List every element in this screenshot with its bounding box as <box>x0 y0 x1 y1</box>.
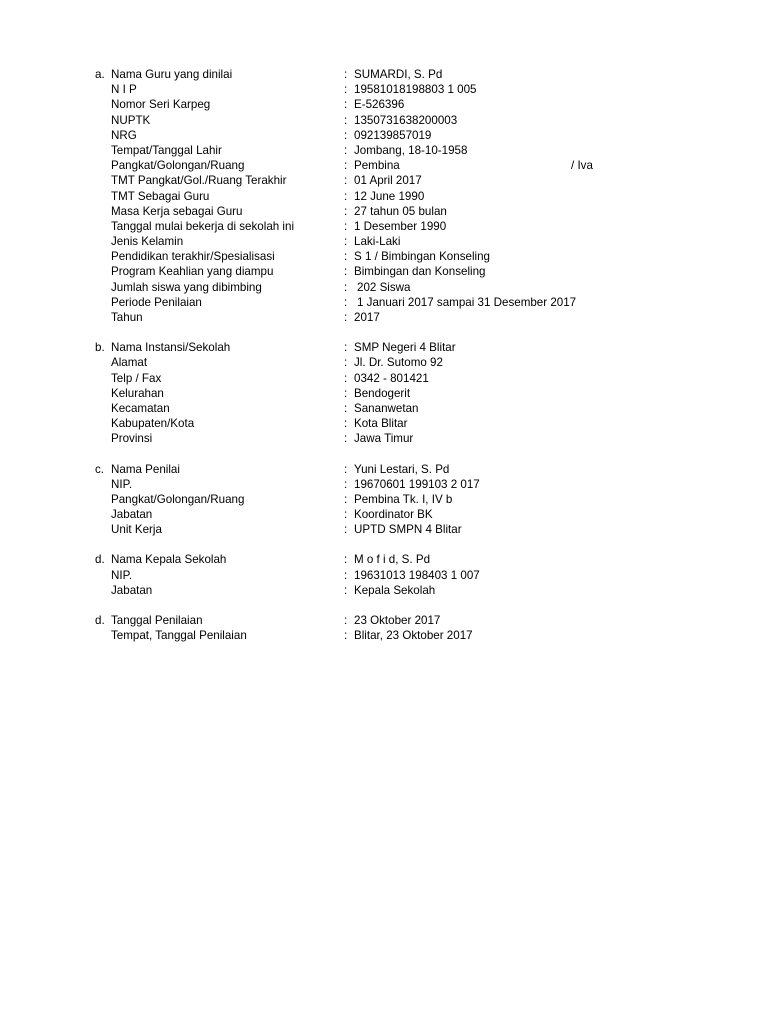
colon: : <box>344 417 348 431</box>
form-row <box>0 613 768 628</box>
field-label: Periode Penilaian <box>111 295 202 309</box>
field-value: Sananwetan <box>354 401 419 415</box>
colon: : <box>344 583 348 597</box>
form-row <box>0 310 768 325</box>
field-label: Tahun <box>111 311 143 324</box>
section-school <box>0 340 768 446</box>
field-label: N I P <box>111 83 137 97</box>
colon: : <box>344 250 348 264</box>
field-label: Nama Guru yang dinilai <box>111 68 233 81</box>
field-label: Tempat/Tanggal Lahir <box>111 143 222 157</box>
colon: : <box>344 189 348 203</box>
form-row <box>0 189 768 204</box>
colon: : <box>344 614 348 627</box>
form-row <box>0 568 768 583</box>
field-value: Pembina <box>354 159 400 173</box>
colon: : <box>344 401 348 415</box>
colon: : <box>344 432 348 446</box>
field-label: Nama Penilai <box>111 462 180 476</box>
field-label: Unit Kerja <box>111 523 162 537</box>
field-value: 1 Desember 1990 <box>354 219 447 233</box>
colon: : <box>344 295 348 309</box>
form-row <box>0 386 768 401</box>
field-value: M o f i d, S. Pd <box>354 553 431 567</box>
form-row <box>0 204 768 219</box>
field-label: Tanggal Penilaian <box>111 614 203 627</box>
field-value: 01 April 2017 <box>354 174 422 188</box>
field-label: Kelurahan <box>111 386 164 400</box>
field-value-extra: / Iva <box>571 159 593 173</box>
field-label: Nomor Seri Karpeg <box>111 98 211 112</box>
colon: : <box>344 265 348 279</box>
section-teacher <box>0 67 768 325</box>
colon: : <box>344 477 348 491</box>
field-value: 12 June 1990 <box>354 189 425 203</box>
field-label: Nama Instansi/Sekolah <box>111 341 231 355</box>
field-label: Telp / Fax <box>111 371 162 385</box>
section-letter: a. <box>95 68 105 81</box>
section-letter: d. <box>95 614 105 627</box>
field-value: 19631013 198403 1 007 <box>354 568 480 582</box>
colon: : <box>344 98 348 112</box>
colon: : <box>344 386 348 400</box>
colon: : <box>344 235 348 249</box>
field-value: SUMARDI, S. Pd <box>354 68 443 81</box>
section-assessor <box>0 462 768 538</box>
field-label: Jabatan <box>111 508 153 522</box>
form-row <box>0 431 768 446</box>
field-value: 0342 - 801421 <box>354 371 429 385</box>
field-label: Nama Kepala Sekolah <box>111 553 227 567</box>
form-row <box>0 295 768 310</box>
field-value: 27 tahun 05 bulan <box>354 204 447 218</box>
form-row <box>0 371 768 386</box>
form-row <box>0 82 768 97</box>
section-letter: b. <box>95 341 105 355</box>
form-row <box>0 97 768 112</box>
field-value: Jombang, 18-10-1958 <box>354 143 468 157</box>
field-label: Pangkat/Golongan/Ruang <box>111 492 245 506</box>
field-value: 19581018198803 1 005 <box>354 83 477 97</box>
field-value: Bendogerit <box>354 386 411 400</box>
colon: : <box>344 462 348 476</box>
field-value: Jl. Dr. Sutomo 92 <box>354 356 443 370</box>
field-label: Kecamatan <box>111 401 170 415</box>
form-row <box>0 552 768 567</box>
colon: : <box>344 523 348 537</box>
form-row <box>0 113 768 128</box>
form-row <box>0 264 768 279</box>
field-value: 2017 <box>354 311 380 324</box>
colon: : <box>344 219 348 233</box>
field-value: Bimbingan dan Konseling <box>354 265 486 279</box>
form-row <box>0 401 768 416</box>
colon: : <box>344 143 348 157</box>
form-row <box>0 583 768 598</box>
field-value: Pembina Tk. I, IV b <box>354 492 453 506</box>
field-value: Yuni Lestari, S. Pd <box>354 462 450 476</box>
colon: : <box>344 174 348 188</box>
form-row <box>0 143 768 158</box>
form-row <box>0 249 768 264</box>
colon: : <box>344 341 348 355</box>
form-row <box>0 234 768 249</box>
field-label: Kabupaten/Kota <box>111 417 195 431</box>
colon: : <box>344 311 348 324</box>
field-value: Laki-Laki <box>354 235 401 249</box>
field-label: Alamat <box>111 356 148 370</box>
colon: : <box>344 629 348 643</box>
field-value: Koordinator BK <box>354 508 433 522</box>
section-principal <box>0 552 768 598</box>
field-value: 1350731638200003 <box>354 113 458 127</box>
field-label: Pangkat/Golongan/Ruang <box>111 159 245 173</box>
form-row <box>0 173 768 188</box>
colon: : <box>344 128 348 142</box>
field-label: Program Keahlian yang diampu <box>111 265 274 279</box>
field-label: NUPTK <box>111 113 151 127</box>
form-row <box>0 416 768 431</box>
colon: : <box>344 113 348 127</box>
colon: : <box>344 159 348 173</box>
form-row <box>0 492 768 507</box>
field-value: Jawa Timur <box>354 432 414 446</box>
field-label: Jabatan <box>111 583 153 597</box>
field-label: NIP. <box>111 477 133 491</box>
colon: : <box>344 568 348 582</box>
form-row <box>0 462 768 477</box>
field-value: 23 Oktober 2017 <box>354 614 441 627</box>
field-label: TMT Pangkat/Gol./Ruang Terakhir <box>111 174 287 188</box>
field-value: Kepala Sekolah <box>354 583 436 597</box>
colon: : <box>344 204 348 218</box>
field-value: 092139857019 <box>354 128 432 142</box>
form-row <box>0 628 768 643</box>
colon: : <box>344 371 348 385</box>
field-label: Masa Kerja sebagai Guru <box>111 204 243 218</box>
field-value: 202 Siswa <box>357 280 411 294</box>
form-row <box>0 522 768 537</box>
form-row <box>0 477 768 492</box>
form-row <box>0 355 768 370</box>
field-value: Kota Blitar <box>354 417 408 431</box>
field-label: Jumlah siswa yang dibimbing <box>111 280 262 294</box>
field-value: E-526396 <box>354 98 405 112</box>
colon: : <box>344 553 348 567</box>
colon: : <box>344 83 348 97</box>
field-value: UPTD SMPN 4 Blitar <box>354 523 462 537</box>
field-label: TMT Sebagai Guru <box>111 189 210 203</box>
field-label: Provinsi <box>111 432 153 446</box>
field-label: Jenis Kelamin <box>111 235 184 249</box>
form-row <box>0 158 768 173</box>
field-label: Pendidikan terakhir/Spesialisasi <box>111 250 275 264</box>
section-assessment-date <box>0 613 768 643</box>
field-label: NIP. <box>111 568 133 582</box>
form-row <box>0 280 768 295</box>
field-value: 1 Januari 2017 sampai 31 Desember 2017 <box>357 295 577 309</box>
field-label: Tanggal mulai bekerja di sekolah ini <box>111 219 295 233</box>
form-row <box>0 507 768 522</box>
colon: : <box>344 356 348 370</box>
form-row <box>0 340 768 355</box>
form-row <box>0 219 768 234</box>
colon: : <box>344 68 348 81</box>
field-value: S 1 / Bimbingan Konseling <box>354 250 490 264</box>
field-value: Blitar, 23 Oktober 2017 <box>354 629 473 643</box>
field-value: SMP Negeri 4 Blitar <box>354 341 456 355</box>
field-value: 19670601 199103 2 017 <box>354 477 480 491</box>
identity-form <box>0 67 768 658</box>
form-row <box>0 128 768 143</box>
colon: : <box>344 280 348 294</box>
field-label: Tempat, Tanggal Penilaian <box>111 629 247 643</box>
colon: : <box>344 492 348 506</box>
section-letter: d. <box>95 553 105 567</box>
field-label: NRG <box>111 128 137 142</box>
colon: : <box>344 508 348 522</box>
form-row <box>0 67 768 82</box>
section-letter: c. <box>95 462 105 476</box>
